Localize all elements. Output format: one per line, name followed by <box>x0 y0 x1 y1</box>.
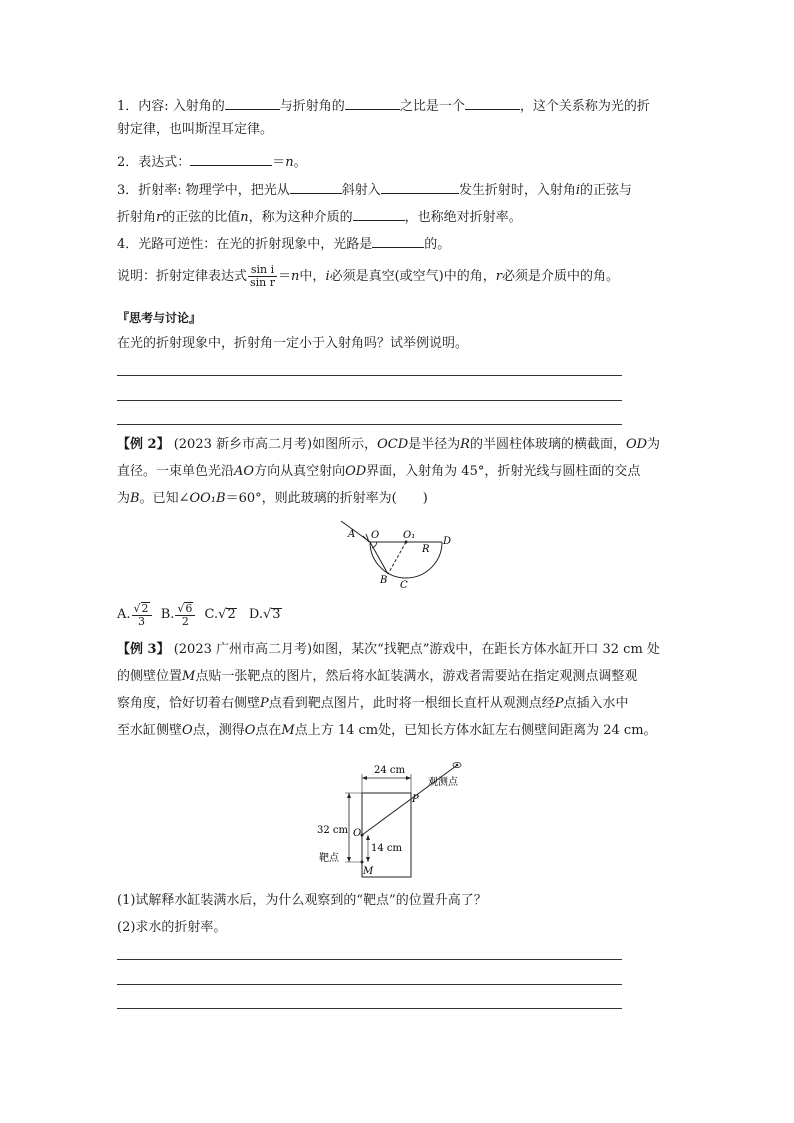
label-A: A <box>348 529 356 540</box>
label-O: O <box>371 530 380 541</box>
option-c[interactable]: C.√2 <box>204 607 236 622</box>
water-tank-diagram <box>314 758 490 882</box>
answer-line[interactable] <box>117 959 622 960</box>
example-2-line-3: 为B。已知∠OO₁B＝60°，则此玻璃的折射率为( ) <box>117 491 428 506</box>
option-b[interactable]: B. $\frac{√6}{2}$ <box>161 607 197 622</box>
svg-text:O: O <box>353 828 362 839</box>
example-3-question-2: (2)求水的折射率。 <box>117 920 227 935</box>
tank-outline <box>362 793 411 877</box>
svg-text:靶点: 靶点 <box>319 853 339 864</box>
blank[interactable] <box>290 180 342 194</box>
example-2-options <box>117 600 282 630</box>
label-B: B <box>380 575 388 586</box>
discussion-title: 『思考与讨论』 <box>117 311 202 325</box>
label-C: C <box>400 580 408 591</box>
item-1-line-1: 1．内容: 入射角的 与折射角的 之比是一个 ，这个关系称为光的折 <box>117 96 650 115</box>
example-3-line-1: 【例 3】 (2023 广州市高二月考)如图，某次“找靶点”游戏中，在距长方体水缸开口 32 cm 处 <box>117 642 660 657</box>
discussion-question: 在光的折射现象中，折射角一定小于入射角吗？试举例说明。 <box>117 336 469 351</box>
example-3-question-1: (1)试解释水缸装满水后，为什么观察到的“靶点”的位置升高了？ <box>117 893 487 908</box>
blank[interactable] <box>372 234 424 248</box>
blank[interactable] <box>345 96 400 110</box>
blank[interactable] <box>381 180 459 194</box>
answer-line[interactable] <box>117 375 622 376</box>
item-4: 4．光路可逆性：在光的折射现象中，光路是 的。 <box>117 234 450 253</box>
svg-text:32 cm: 32 cm <box>317 825 348 836</box>
label-O1: O₁ <box>403 530 416 541</box>
fraction: $\frac{\text{sin i}}{\text{sin r}}$ <box>250 263 276 289</box>
example-3-line-4: 至水缸侧壁O点，测得O点在M点上方 14 cm处，已知长方体水缸左右侧壁间距离为 24 cm。 <box>117 723 657 738</box>
example-2-line-1: 【例 2】 (2023 新乡市高二月考)如图所示，OCD是半径为R的半圆柱体玻璃的横截面，OD为 <box>117 437 661 452</box>
answer-line[interactable] <box>117 424 622 425</box>
svg-text:观测点: 观测点 <box>428 777 458 788</box>
semicircle-arc <box>370 542 442 578</box>
example-2-line-2: 直径。一束单色光沿AO方向从真空射向OD界面，入射角为 45°，折射光线与圆柱面的交点 <box>117 464 641 479</box>
example-3-line-3: 察角度，恰好切着右侧壁P点看到靶点图片，此时将一根细长直杆从观测点经P点插入水中 <box>117 696 629 711</box>
blank[interactable] <box>225 96 280 110</box>
note: 说明：折射定律表达式 $\frac{\text{sin i}}{\text{sin r}}$ ＝n中，i必须是真空(或空气)中的角，r必须是介质中的角。 <box>117 263 619 289</box>
blank[interactable] <box>353 207 405 221</box>
item-3-line-1: 3．折射率: 物理学中，把光从 斜射入 发生折射时，入射角i的正弦与 <box>117 180 632 199</box>
option-a[interactable]: A. $\frac{√2}{3}$ <box>117 607 153 622</box>
radius-line <box>388 542 406 574</box>
label-R: R <box>422 544 430 555</box>
refracted-ray <box>370 542 388 574</box>
semicircle-diagram <box>336 518 466 593</box>
item-2: 2．表达式： ＝n。 <box>117 152 307 171</box>
svg-text:P: P <box>412 794 419 805</box>
blank[interactable] <box>190 152 272 166</box>
item-3-line-2: 折射角r的正弦的比值n，称为这种介质的 ，也称绝对折射率。 <box>117 207 522 226</box>
option-d[interactable]: D.√3 <box>248 607 281 622</box>
blank[interactable] <box>465 96 520 110</box>
label-D: D <box>443 536 452 547</box>
answer-line[interactable] <box>117 400 622 401</box>
answer-line[interactable] <box>117 984 622 985</box>
svg-text:24 cm: 24 cm <box>374 765 405 776</box>
item-1-line-2: 射定律，也叫斯涅耳定律。 <box>117 122 274 137</box>
example-3-line-2: 的侧壁位置M点贴一张靶点的图片，然后将水缸装满水，游戏者需要站在指定观测点调整观 <box>117 669 638 684</box>
answer-line[interactable] <box>117 1008 622 1009</box>
svg-text:M: M <box>363 866 374 877</box>
svg-text:14 cm: 14 cm <box>371 843 402 854</box>
